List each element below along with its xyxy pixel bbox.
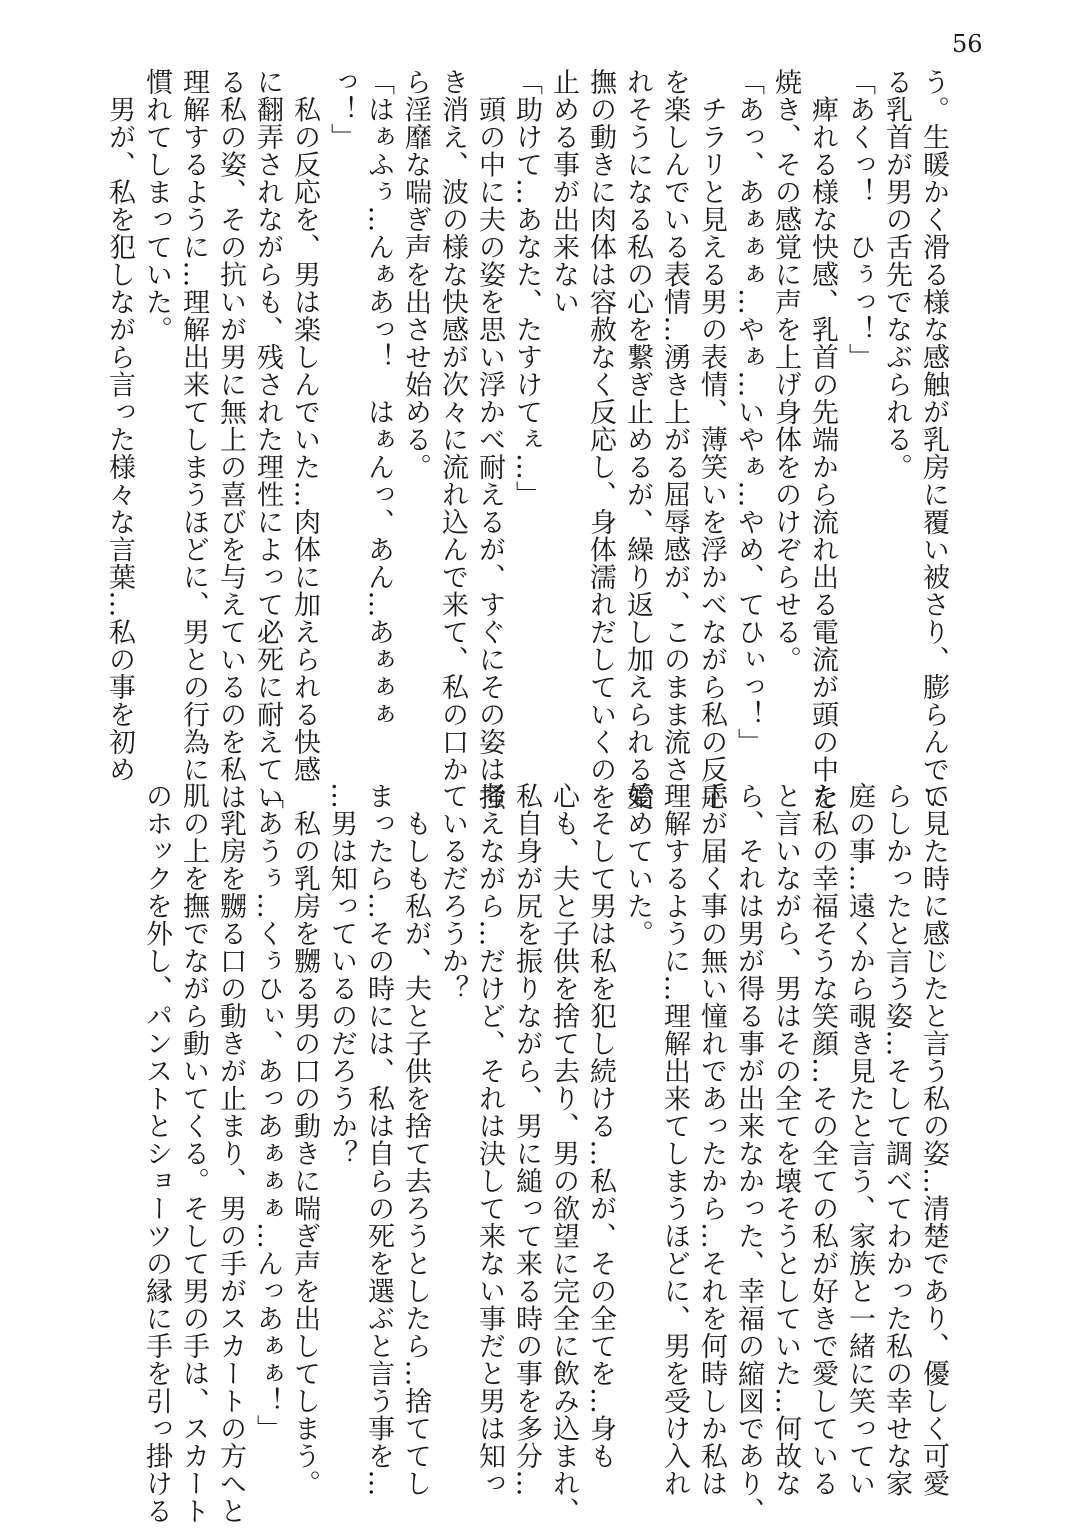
text-column: に翻弄されながらも、残された理性によって必死に耐えてい [252, 68, 283, 811]
text-column: 「はぁふぅ…んぁあっ！ はぁんっ、あん…あぁぁぁ [363, 68, 394, 728]
text-column: 理解するように…理解出来てしまうほどに、男を受け入れ [659, 782, 690, 1497]
text-column: れそうになる私の心を繋ぎ止めるが、繰り返し加えられる愛 [622, 68, 653, 811]
text-column: のホックを外し、パンストとショーツの縁に手を引っ掛ける [141, 782, 172, 1525]
text-column: ら、それは男が得る事が出来なかった、幸福の縮図であり、 [733, 782, 764, 1525]
text-column: て見た時に感じたと言う私の姿…清楚であり、優しく可愛 [918, 782, 949, 1497]
text-column: を楽しんでいる表情…湧き上がる屈辱感が、このまま流さ [659, 68, 690, 783]
text-column: 私の乳房を嬲る男の口の動きに喘ぎ声を出してしまう。 [289, 782, 320, 1497]
text-column: 私の反応を、男は楽しんでいた…肉体に加えられる快感 [289, 68, 320, 783]
text-column: 痺れる様な快感、乳首の先端から流れ出る電流が頭の中を [807, 68, 838, 811]
text-column: …男は知っているのだろうか？ [326, 782, 357, 1167]
text-column: 肌の上を撫でながら動いてくる。そして男の手は、スカート [178, 782, 209, 1525]
text-column: う。生暖かく滑る様な感触が乳房に覆い被さり、膨らんでい [918, 68, 949, 811]
text-column: 庭の事…遠くから覗き見たと言う、家族と一緒に笑ってい [844, 782, 875, 1497]
page-number: 56 [952, 30, 983, 58]
text-column: る私の姿、その抗いが男に無上の喜びを与えているのを私は、 [215, 68, 246, 838]
text-column: ら淫靡な喘ぎ声を出させ始める。 [400, 68, 431, 481]
text-column: 理解するように…理解出来てしまうほどに、男との行為に [178, 68, 209, 783]
text-column: た私の幸福そうな笑顔…その全ての私が好きで愛している [807, 782, 838, 1497]
text-column: まったら…その時には、私は自らの死を選ぶと言う事を… [363, 782, 394, 1497]
text-column: る乳首が男の舌先でなぶられる。 [881, 68, 912, 481]
text-column: 「あうぅ…くぅひぃ、あっあぁぁぁ…んっあぁぁ！」 [252, 782, 283, 1442]
text-column: 撫の動きに肉体は容赦なく反応し、身体濡れだしていくのを [585, 68, 616, 811]
text-column: チラリと見える男の表情、薄笑いを浮かべながら私の反応 [696, 68, 727, 811]
text-column: 私自身が尻を振りながら、男に縋って来る時の事を多分… [511, 782, 542, 1497]
text-column: ているだろうか？ [437, 782, 468, 1002]
text-column: 「あっ、あぁぁぁ…やぁ…いやぁ…やめ、てひぃっ！」 [733, 68, 764, 756]
text-column: 考えながら…だけど、それは決して来ない事だと男は知っ [474, 782, 505, 1497]
text-column: 止める事が出来ない [548, 68, 579, 316]
text-column: と言いながら、男はその全てを壊そうとしていた…何故な [770, 782, 801, 1497]
text-column: っ！」 [326, 68, 357, 151]
text-column: 手が届く事の無い憧れであったから…それを何時しか私は [696, 782, 727, 1497]
text-column: 「あくっ！ ひぅっ！」 [844, 68, 875, 371]
text-column: そして男は私を犯し続ける…私が、その全てを…身も [585, 782, 616, 1470]
text-column: 慣れてしまっていた。 [141, 68, 172, 343]
text-column: らしかったと言う姿…そして調べてわかった私の幸せな家 [881, 782, 912, 1497]
text-column: 男が、私を犯しながら言った様々な言葉…私の事を初め [104, 68, 135, 783]
text-column: 「助けて…あなた、たすけてぇ…」 [511, 68, 542, 508]
text-column: 始めていた。 [622, 782, 653, 947]
text-block-bottom [138, 782, 952, 1525]
text-column: 焼き、その感覚に声を上げ身体をのけぞらせる。 [770, 68, 801, 673]
text-column: き消え、波の様な快感が次々に流れ込んで来て、私の口か [437, 68, 468, 783]
text-column: 頭の中に夫の姿を思い浮かべ耐えるが、すぐにその姿は掻 [474, 68, 505, 811]
text-column: 心も、夫と子供を捨て去り、男の欲望に完全に飲み込まれ、 [548, 782, 579, 1525]
text-column: もしも私が、夫と子供を捨て去ろうとしたら…捨ててし [400, 782, 431, 1497]
text-column: 乳房を嬲る口の動きが止まり、男の手がスカートの方へと [215, 782, 246, 1525]
text-block-top [101, 68, 952, 838]
